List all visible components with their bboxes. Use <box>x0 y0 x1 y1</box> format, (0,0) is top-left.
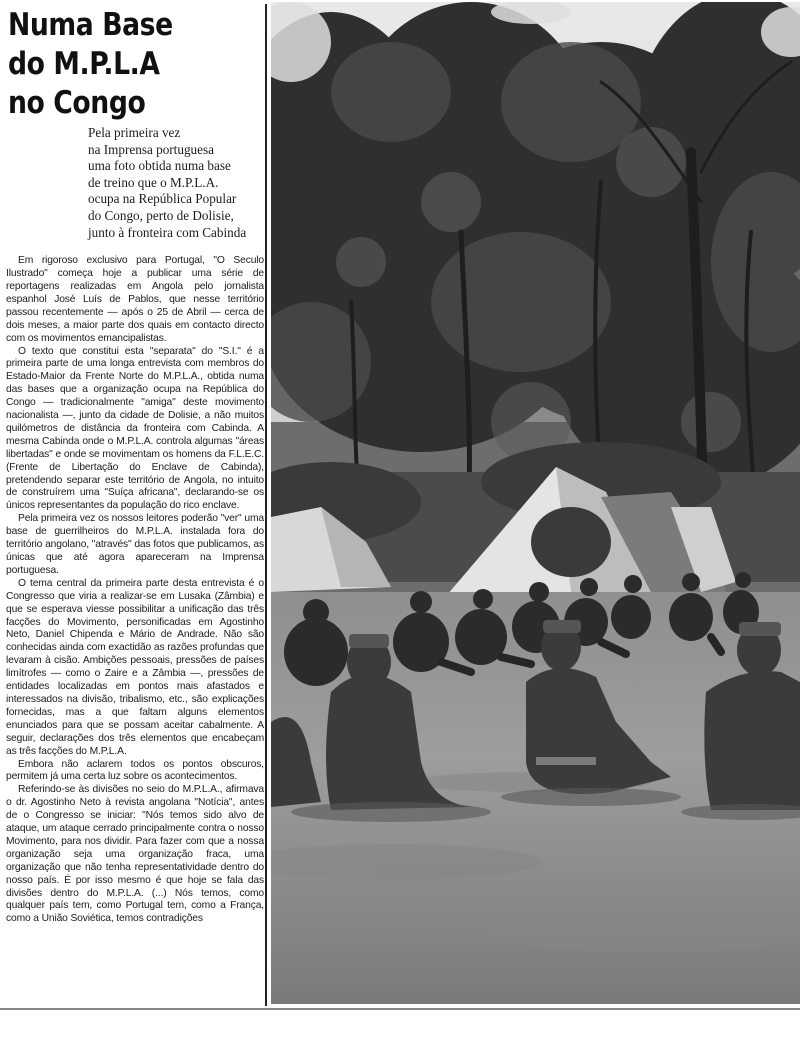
guerrilla-base-photo <box>271 2 800 1004</box>
column-divider <box>265 4 267 1006</box>
standfirst-line: de treino que o M.P.L.A. <box>88 174 219 190</box>
headline-line: Numa Base <box>8 7 173 43</box>
standfirst-line: do Congo, perto de Dolisie, <box>88 207 234 223</box>
standfirst-line: junto à fronteira com Cabinda <box>88 224 247 240</box>
body-paragraph: Pela primeira vez os nossos leitores poderão "ver" uma base de guerrilheiros do M.P.L.A. instalada fora do território angolano, "através" das fotos que publicamos, as únicas que até agora apareceram na Imprensa portuguesa. <box>6 513 264 576</box>
headline-line: no Congo <box>8 85 146 121</box>
standfirst-line: ocupa na República Popular <box>88 191 237 207</box>
standfirst-line: uma foto obtida numa base <box>88 158 231 174</box>
body-paragraph: O tema central da primeira parte desta entrevista é o Congresso que viria a realizar-se em Lusaka (Zâmbia) e que se esperava viesse possibilitar a unificação das três facções do Movimento, personificadas em Agostinho Neto, Daniel Chipenda e Mário de Andrade. Não são conhecidas ainda com exactidão as razões profundas que levaram à cisão. Ambições pessoais, pressões de países limítrofes — como o Zaire e a Zâmbia —, pressões de entidades localizadas em pontos mais afastados e interessados na divisão, tribalismo, etc., são explicações fornecidas, mas a que faltam alguns elementos enunciados para que se possam aceitar cabalmente. A seguir, declarações dos três elementos que encabeçam as três facções do M.P.L.A. <box>6 577 264 757</box>
page-bottom-rule <box>0 1008 800 1010</box>
headline-line: do M.P.L.A <box>8 46 160 82</box>
body-paragraph: Em rigoroso exclusivo para Portugal, "O Seculo Ilustrado" começa hoje a publicar uma série de reportagens realizadas em Angola pelo jornalista espanhol José Luís de Pablos, que nesse território passou recentemente — após o 25 de Abril — cerca de dois meses, a maior parte dos quais em contacto directo com os movimentos emancipalistas. <box>6 255 264 344</box>
article-body <box>6 255 264 926</box>
body-paragraph: O texto que constitui esta "separata" do "S.I." é a primeira parte de uma longa entrevista com membros do Estado-Maior da Frente Norte do M.P.L.A., obtida numa das bases que a organização ocupa na República do Congo — tradicionalmente "amiga" deste movimento nacionalista —, junto da cidade de Dolisie, a não muitos quilómetros de distância da fronteira com Cabinda. A mesma Cabinda onde o M.P.L.A. controla algumas "áreas libertadas" e onde se movimentam os homens da F.L.E.C. (Frente de Libertação do Enclave de Cabinda), pretendendo separar este território de Angola, no intuito de construírem uma "Suíça africana", declarando-se os únicos representantes da população do rico enclave. <box>6 345 264 512</box>
body-paragraph: Referindo-se às divisões no seio do M.P.L.A., afirmava o dr. Agostinho Neto à revista angolana "Notícia", antes de o Congresso se iniciar: "Nós temos sido alvo de ataque, um ataque cerrado principalmente contra o nosso Movimento, para nos dividir. Para fazer com que a nossa organização seja uma organização fraca, uma organização que não tenha representatividade dentro do nosso país. É por isso mesmo é que hoje se fala das divisões dentro do M.P.L.A. (...) Nós temos, como qualquer país tem, como Portugal tem, como a França, como a União Soviética, temos contradições <box>6 784 264 925</box>
article-standfirst <box>88 123 264 241</box>
body-paragraph: Embora não aclarem todos os pontos obscuros, permitem já uma certa luz sobre os acontecimentos. <box>6 758 264 783</box>
standfirst-line: na Imprensa portuguesa <box>88 141 214 157</box>
article-column <box>6 0 264 1006</box>
standfirst-line: Pela primeira vez <box>88 125 181 140</box>
article-headline <box>8 6 264 123</box>
